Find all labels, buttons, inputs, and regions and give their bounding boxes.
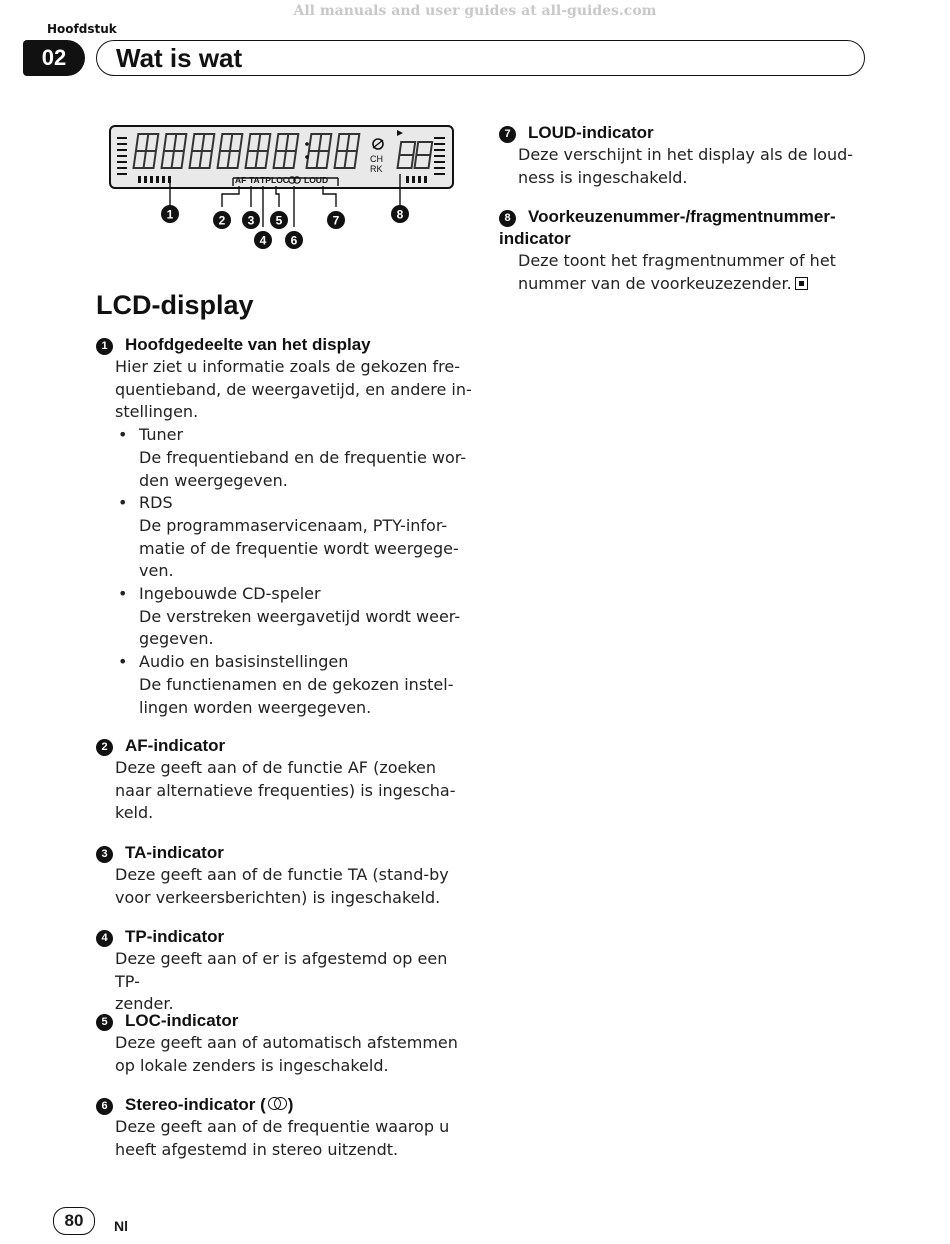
item-1-title: Hoofdgedeelte van het display — [125, 335, 371, 354]
item-5 — [96, 1010, 476, 1077]
language-code: Nl — [114, 1218, 128, 1234]
item-2-title: AF-indicator — [125, 736, 226, 755]
item-4-body — [115, 948, 476, 1016]
bullet-line: De programmaservicenaam, PTY-infor- — [139, 515, 448, 535]
callout-8-label: 8 — [396, 207, 404, 222]
item-2-line: Deze geeft aan of de functie AF (zoeken — [115, 758, 437, 777]
lcd-diagram-svg — [108, 122, 458, 257]
item-5-line: op lokale zenders is ingeschakeld. — [115, 1055, 389, 1075]
bullet-line: matie of de frequentie wordt weergege- — [139, 538, 459, 558]
number-3-icon: 3 — [96, 846, 113, 863]
bullet-title: Audio en basisinstellingen — [139, 652, 349, 672]
item-4-title: TP-indicator — [125, 927, 225, 946]
bullet-line: De frequentieband en de frequentie wor- — [139, 447, 467, 467]
item-5-title-row — [96, 1010, 476, 1032]
item-1-bullet-list — [115, 424, 476, 719]
callout-2-label: 2 — [218, 213, 226, 228]
number-2-icon: 2 — [96, 739, 113, 756]
page-number: 80 — [53, 1207, 95, 1235]
item-1-line: quentieband, de weergavetijd, en andere in- — [115, 379, 472, 399]
lcd-display-illustration — [108, 122, 458, 257]
lcd-af-label: AF — [235, 175, 247, 185]
item-6-title-end: ) — [287, 1095, 294, 1114]
bullet-title: Ingebouwde CD-speler — [139, 584, 321, 604]
callout-6-label: 6 — [290, 233, 298, 248]
bullet-audio — [115, 651, 476, 719]
item-8-line: nummer van de voorkeuzezender. — [518, 273, 792, 293]
chapter-number-badge: 02 — [23, 40, 85, 76]
item-7-title-row — [499, 122, 879, 144]
item-1 — [96, 334, 476, 719]
item-6-line: Deze geeft aan of de frequentie waarop u — [115, 1117, 450, 1136]
item-8-body — [518, 250, 889, 295]
bullet-title: Tuner — [139, 425, 184, 445]
item-2-body — [115, 757, 476, 825]
item-6 — [96, 1094, 476, 1161]
bullet-dot-icon: • — [118, 425, 128, 445]
item-4 — [96, 926, 476, 1016]
number-4-icon: 4 — [96, 930, 113, 947]
lcd-rk-label: RK — [370, 164, 383, 174]
bullet-dot-icon: • — [118, 652, 128, 672]
lcd-ch-label: CH — [370, 154, 383, 164]
item-5-body — [115, 1032, 476, 1077]
bullet-cd-player — [115, 583, 476, 651]
item-8-title-row — [499, 206, 889, 250]
callout-3-label: 3 — [247, 213, 255, 228]
callout-5-label: 5 — [275, 213, 283, 228]
item-8-line: Deze toont het fragmentnummer of het — [518, 251, 836, 270]
bullet-tuner — [115, 424, 476, 492]
item-3-line: Deze geeft aan of de functie TA (stand-by — [115, 865, 449, 884]
callout-7-label: 7 — [332, 213, 340, 228]
item-8-title-line2: indicator — [499, 229, 571, 248]
watermark: All manuals and user guides at all-guides.com — [293, 3, 657, 19]
item-7-title: LOUD-indicator — [528, 123, 654, 142]
item-1-title-row — [96, 334, 476, 356]
item-1-line: Hier ziet u informatie zoals de gekozen fre- — [115, 357, 460, 376]
item-8 — [499, 206, 889, 295]
lcd-tp-label: TP — [260, 175, 271, 185]
item-1-body — [115, 356, 476, 424]
item-8-title-line1: Voorkeuzenummer-/fragmentnummer- — [528, 207, 836, 226]
chapter-label: Hoofdstuk — [47, 22, 117, 36]
bullet-title: RDS — [139, 493, 173, 513]
item-3-title-row — [96, 842, 476, 864]
item-1-line: stellingen. — [115, 402, 199, 422]
item-2-title-row — [96, 735, 476, 757]
item-7-line: Deze verschijnt in het display als de loud- — [518, 145, 854, 164]
bullet-line: De functienamen en de gekozen instel- — [139, 674, 454, 694]
bullet-line: gegeven. — [139, 629, 214, 649]
item-4-title-row — [96, 926, 476, 948]
bullet-rds — [115, 492, 476, 583]
bullet-line: De verstreken weergavetijd wordt weer- — [139, 606, 461, 626]
stereo-icon — [266, 1097, 288, 1111]
callout-1-label: 1 — [166, 207, 174, 222]
lcd-loud-label: LOUD — [304, 175, 329, 185]
item-3-title: TA-indicator — [125, 843, 224, 862]
item-3 — [96, 842, 476, 909]
item-2-line: naar alternatieve frequenties) is ingescha- — [115, 780, 456, 800]
item-5-title: LOC-indicator — [125, 1011, 239, 1030]
bullet-dot-icon: • — [118, 584, 128, 604]
item-4-line: Deze geeft aan of er is afgestemd op een TP- — [115, 949, 448, 991]
item-6-title-row — [96, 1094, 476, 1116]
chapter-title: Wat is wat — [116, 43, 243, 73]
callout-4-label: 4 — [259, 233, 267, 248]
section-heading: LCD-display — [96, 290, 254, 320]
bullet-dot-icon: • — [118, 493, 128, 513]
end-of-section-icon — [795, 277, 808, 290]
item-6-title: Stereo-indicator ( — [125, 1095, 266, 1114]
item-3-body — [115, 864, 476, 909]
item-6-body — [115, 1116, 476, 1161]
number-8-icon: 8 — [499, 210, 516, 227]
bullet-line: ven. — [139, 561, 174, 581]
item-4-line: zender. — [115, 994, 174, 1014]
item-2 — [96, 735, 476, 825]
bullet-line: den weergegeven. — [139, 470, 288, 490]
number-1-icon: 1 — [96, 338, 113, 355]
item-7 — [499, 122, 879, 189]
item-5-line: Deze geeft aan of automatisch afstemmen — [115, 1033, 458, 1052]
bullet-line: lingen worden weergegeven. — [139, 697, 372, 717]
number-6-icon: 6 — [96, 1098, 113, 1115]
number-5-icon: 5 — [96, 1014, 113, 1031]
item-7-line: ness is ingeschakeld. — [518, 167, 688, 187]
item-2-line: keld. — [115, 803, 154, 823]
item-3-line: voor verkeersberichten) is ingeschakeld. — [115, 887, 441, 907]
item-7-body — [518, 144, 879, 189]
number-7-icon: 7 — [499, 126, 516, 143]
item-6-line: heeft afgestemd in stereo uitzendt. — [115, 1139, 399, 1159]
lcd-loc-label: LOC — [271, 175, 289, 185]
lcd-ta-label: TA — [249, 175, 260, 185]
